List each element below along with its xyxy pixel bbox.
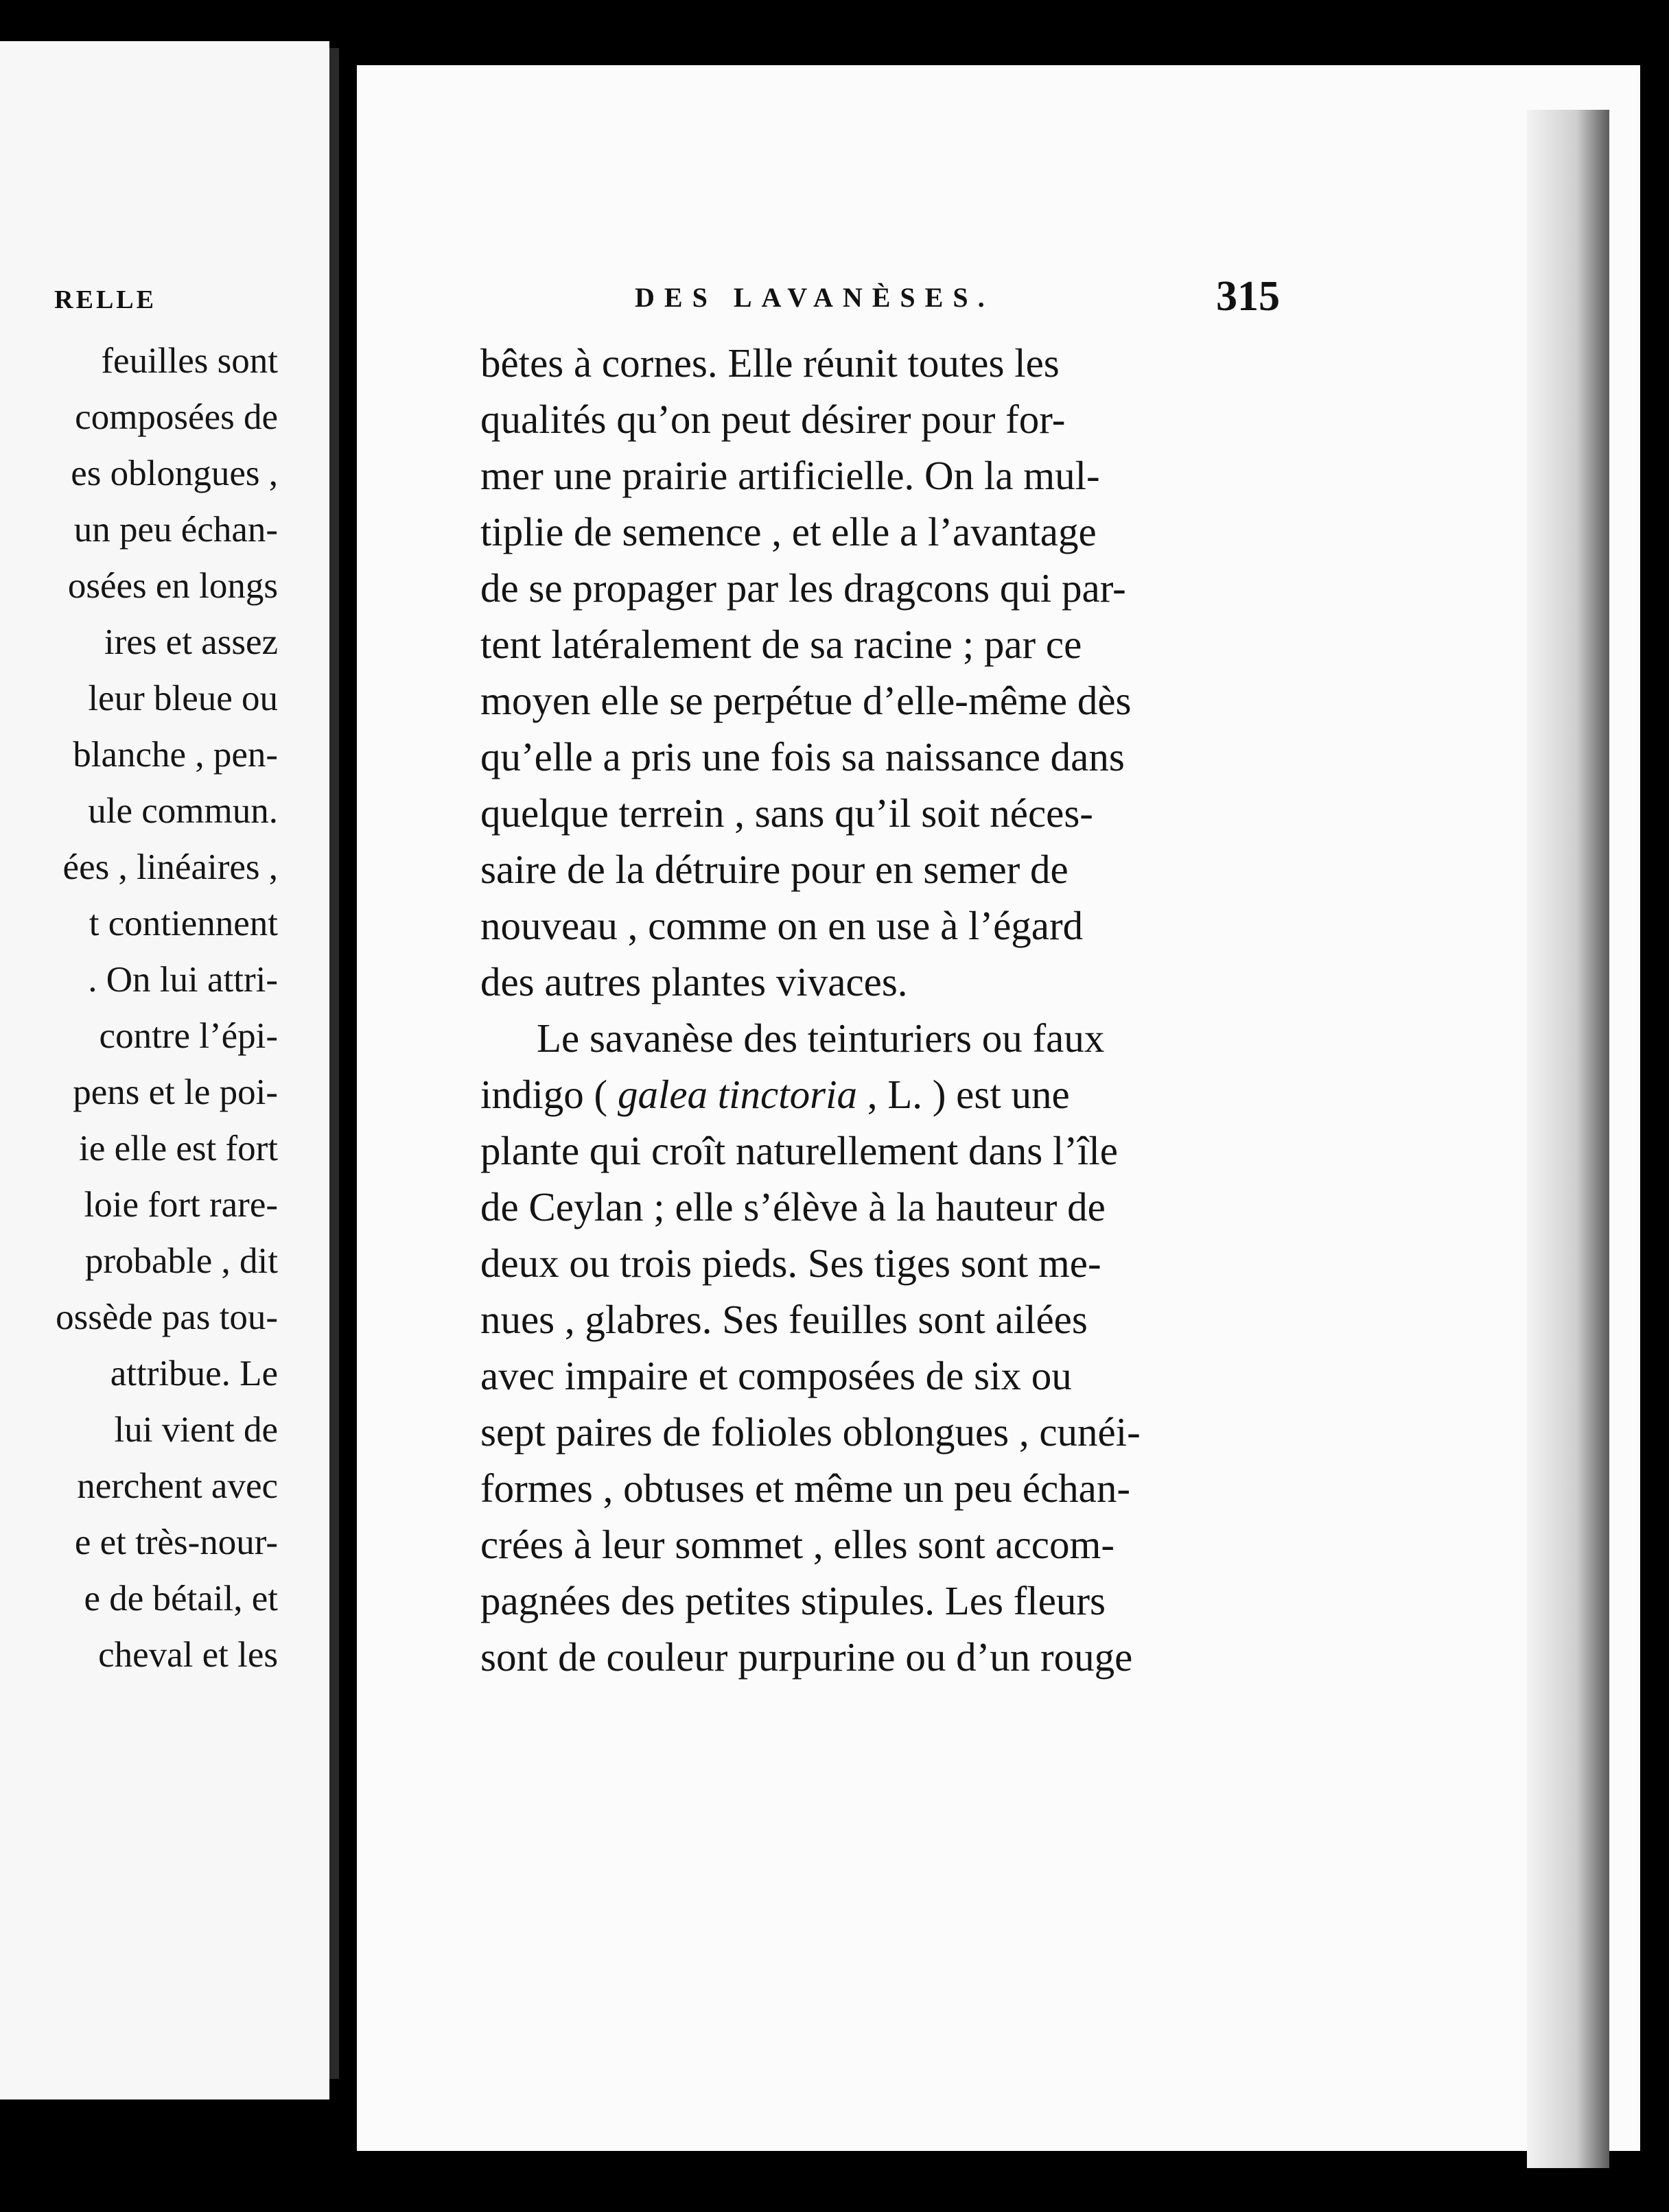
text-line: probable , dit: [84, 1241, 278, 1281]
text-line: ule commun.: [88, 791, 278, 831]
text-line: deux ou trois pieds. Ses tiges sont me-: [480, 1240, 1101, 1286]
text-line: composées de: [75, 397, 278, 437]
text-line: avec impaire et composées de six ou: [480, 1353, 1072, 1398]
left-page-text: [0, 333, 278, 1683]
text-line: saire de la détruire pour en semer de: [480, 847, 1069, 892]
text-line: tiplie de semence , et elle a l’avantage: [480, 509, 1097, 554]
text-line: moyen elle se perpétue d’elle-même dès: [480, 678, 1132, 723]
text-line: attribue. Le: [110, 1354, 278, 1393]
species-name: galea tinctoria: [617, 1072, 857, 1117]
page-header: [635, 273, 1280, 326]
text-line: osées en longs: [67, 566, 278, 606]
page-number: 315: [1216, 273, 1280, 320]
text-line: qualités qu’on peut désirer pour for-: [480, 397, 1066, 442]
text-line: pagnées des petites stipules. Les fleurs: [480, 1578, 1106, 1623]
text-line: de se propager par les dragcons qui par-: [480, 565, 1126, 611]
text-line: e de bétail, et: [84, 1579, 278, 1619]
paragraph-1: [480, 335, 1270, 1010]
paragraph-2-line-2: [480, 1066, 1270, 1122]
paragraph-2-first-line: Le savanèse des teinturiers ou faux: [537, 1015, 1105, 1061]
book-gutter: [329, 48, 339, 2079]
text-line: plante qui croît naturellement dans l’île: [480, 1128, 1118, 1173]
text-line: nerchent avec: [77, 1466, 278, 1506]
text-line: nues , glabres. Ses feuilles sont ailées: [480, 1297, 1088, 1342]
text-run: , L. ) est une: [856, 1072, 1070, 1117]
left-page: [0, 41, 329, 2099]
text-line: . On lui attri-: [88, 960, 278, 1000]
text-line: loie fort rare-: [84, 1185, 278, 1225]
text-line: ie elle est fort: [79, 1129, 278, 1168]
page-edge-shadow: [1527, 110, 1609, 2168]
text-line: des autres plantes vivaces.: [480, 959, 908, 1004]
body-text: [480, 335, 1270, 1685]
text-line: tent latéralement de sa racine ; par ce: [480, 622, 1082, 667]
text-line: mer une prairie artificielle. On la mul-: [480, 453, 1100, 498]
text-line: contre l’épi-: [99, 1016, 278, 1056]
text-line: formes , obtuses et même un peu échan-: [480, 1466, 1130, 1511]
text-run: indigo (: [480, 1072, 618, 1117]
text-line: crées à leur sommet , elles sont accom-: [480, 1522, 1114, 1567]
text-line: e et très-nour-: [74, 1522, 278, 1562]
running-head: DES LAVANÈSES.: [635, 282, 994, 313]
text-line: lui vient de: [114, 1410, 278, 1450]
text-line: leur bleue ou: [88, 679, 278, 718]
left-running-head: RELLE: [54, 285, 156, 314]
text-line: es oblongues ,: [71, 454, 278, 493]
text-line: sont de couleur purpurine ou d’un rouge: [480, 1634, 1133, 1680]
text-line: ires et assez: [104, 622, 278, 662]
text-line: feuilles sont: [101, 341, 278, 381]
text-line: cheval et les: [98, 1635, 278, 1675]
text-line: de Ceylan ; elle s’élève à la hauteur de: [480, 1184, 1106, 1229]
text-line: ées , linéaires ,: [62, 847, 278, 887]
paragraph-2: [480, 1122, 1270, 1685]
text-line: nouveau , comme on en use à l’égard: [480, 903, 1084, 948]
text-line: pens et le poi-: [73, 1072, 278, 1112]
text-line: ossède pas tou-: [56, 1297, 278, 1337]
text-line: un peu échan-: [73, 510, 278, 550]
text-line: sept paires de folioles oblongues , cunéi-: [480, 1409, 1141, 1455]
text-line: t contiennent: [89, 904, 278, 943]
text-line: blanche , pen-: [73, 735, 278, 775]
text-line: bêtes à cornes. Elle réunit toutes les: [480, 340, 1060, 386]
text-line: quelque terrein , sans qu’il soit néces-: [480, 790, 1093, 836]
text-line: qu’elle a pris une fois sa naissance dans: [480, 734, 1125, 779]
